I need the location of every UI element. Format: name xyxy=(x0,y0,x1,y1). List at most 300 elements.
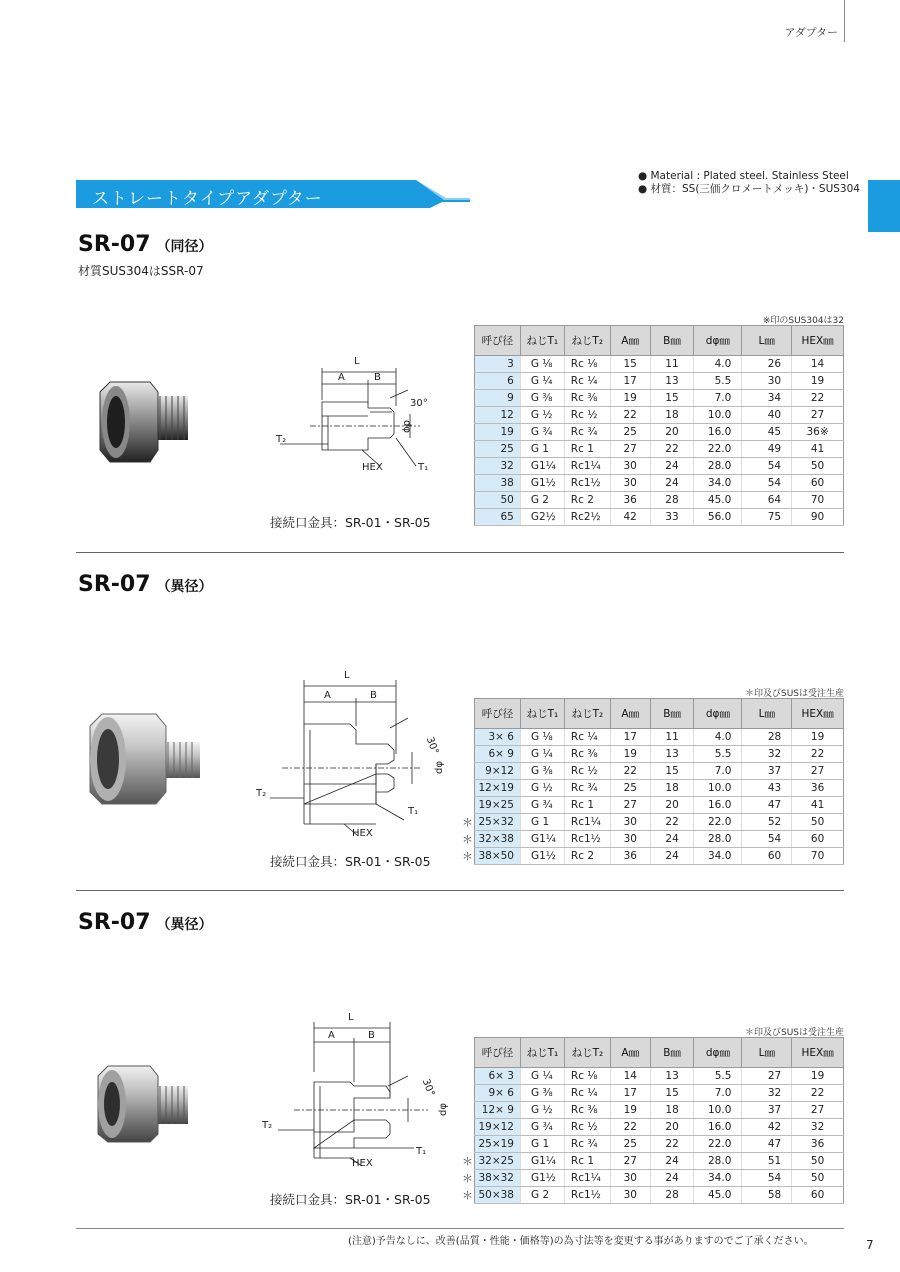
column-header: ねじT₁ xyxy=(520,1038,564,1068)
table-cell: Rc ⅜ xyxy=(564,390,610,407)
table-row xyxy=(475,848,844,865)
table-cell: 37 xyxy=(742,1102,792,1119)
dim-label-T2: T₂ xyxy=(262,1120,273,1131)
table-cell: 7.0 xyxy=(694,763,742,780)
table-note-1: ※印のSUS304は32 xyxy=(762,316,844,326)
header-divider xyxy=(844,0,845,42)
table-cell: 15 xyxy=(650,1085,694,1102)
table-cell: Rc1¼ xyxy=(564,458,610,475)
table-cell: 60 xyxy=(742,848,792,865)
table-cell: 33 xyxy=(650,509,694,526)
table-cell: 27 xyxy=(610,1153,650,1170)
section-divider-2 xyxy=(76,890,844,891)
dimension-diagram-3 xyxy=(258,1012,449,1176)
table-cell: 19 xyxy=(610,390,650,407)
table-cell: Rc1½ xyxy=(564,831,610,848)
connection-info-1: 接続口金具：SR-01・SR-05 xyxy=(270,515,431,530)
table-cell: 20 xyxy=(650,797,694,814)
table-cell: 4.0 xyxy=(694,729,742,746)
table-cell: 32×38 xyxy=(475,831,521,848)
table-cell: 43 xyxy=(742,780,792,797)
table-cell: 54 xyxy=(742,475,792,492)
header-category: アダプター xyxy=(784,26,838,39)
table-cell: Rc ½ xyxy=(564,1119,610,1136)
table-cell: 36※ xyxy=(792,424,844,441)
table-cell: 24 xyxy=(650,458,694,475)
section-title-model: SR-07 xyxy=(78,232,151,257)
dim-label-L: L xyxy=(354,356,360,367)
table-cell: 45.0 xyxy=(694,492,742,509)
connection-info-2: 接続口金具：SR-01・SR-05 xyxy=(270,854,431,869)
table-cell: 14 xyxy=(792,356,844,373)
table-row xyxy=(475,780,844,797)
material-info xyxy=(638,170,860,196)
table-cell: 45 xyxy=(742,424,792,441)
table-cell: Rc ¾ xyxy=(564,424,610,441)
table-cell: 37 xyxy=(742,763,792,780)
table-cell: 14 xyxy=(610,1068,650,1085)
table-cell: 3 xyxy=(475,356,521,373)
table-cell: 30 xyxy=(610,1170,650,1187)
table-cell: 27 xyxy=(792,407,844,424)
table-cell: 24 xyxy=(650,1153,694,1170)
table-cell: 20 xyxy=(650,424,694,441)
table-row xyxy=(475,1187,844,1204)
table-cell: 32×25 xyxy=(475,1153,521,1170)
table-cell: 28 xyxy=(650,1187,694,1204)
table-cell: 60 xyxy=(792,831,844,848)
table-cell: G ½ xyxy=(520,780,564,797)
table-cell: Rc ¼ xyxy=(564,1085,610,1102)
order-only-marker: ＊ xyxy=(462,850,473,863)
dim-label-d: dφ xyxy=(438,1103,449,1116)
table-row xyxy=(475,407,844,424)
table-cell: 24 xyxy=(650,848,694,865)
table-cell: 32 xyxy=(792,1119,844,1136)
dim-label-angle: 30° xyxy=(419,1077,437,1098)
column-header: HEX㎜ xyxy=(792,699,844,729)
table-cell: G ¾ xyxy=(520,797,564,814)
table-cell: 30 xyxy=(610,475,650,492)
table-cell: 50 xyxy=(792,1170,844,1187)
column-header: dφ㎜ xyxy=(694,326,742,356)
table-cell: G1¼ xyxy=(520,1153,564,1170)
table-cell: 47 xyxy=(742,1136,792,1153)
column-header: A㎜ xyxy=(610,1038,650,1068)
table-cell: 38×32 xyxy=(475,1170,521,1187)
table-cell: Rc2½ xyxy=(564,509,610,526)
table-cell: 19 xyxy=(610,1102,650,1119)
table-cell: 25×32 xyxy=(475,814,521,831)
table-cell: 19 xyxy=(792,729,844,746)
table-cell: 28.0 xyxy=(694,1153,742,1170)
table-cell: G 1 xyxy=(520,1136,564,1153)
table-cell: G ¼ xyxy=(520,373,564,390)
section-title-sub: （異径） xyxy=(156,579,213,595)
table-header-row xyxy=(475,699,844,729)
table-cell: 7.0 xyxy=(694,390,742,407)
section-title-model: SR-07 xyxy=(78,572,151,597)
table-cell: 22 xyxy=(792,390,844,407)
table-cell: 22 xyxy=(650,1136,694,1153)
table-row xyxy=(475,1153,844,1170)
table-cell: 30 xyxy=(610,831,650,848)
table-cell: Rc1½ xyxy=(564,475,610,492)
dim-label-A: A xyxy=(328,1030,335,1041)
connection-info-3: 接続口金具：SR-01・SR-05 xyxy=(270,1192,431,1207)
product-photo-2 xyxy=(84,712,204,806)
table-cell: 16.0 xyxy=(694,424,742,441)
product-photo-3 xyxy=(92,1064,192,1144)
table-cell: 65 xyxy=(475,509,521,526)
dim-label-T2: T₂ xyxy=(276,434,287,445)
table-cell: 49 xyxy=(742,441,792,458)
dim-label-B: B xyxy=(370,690,377,701)
table-cell: 13 xyxy=(650,373,694,390)
table-cell: 16.0 xyxy=(694,1119,742,1136)
dim-label-B: B xyxy=(374,372,381,383)
section-tab-marker xyxy=(868,180,900,232)
column-header: dφ㎜ xyxy=(694,699,742,729)
table-row xyxy=(475,797,844,814)
table-cell: 6 xyxy=(475,373,521,390)
table-cell: 50 xyxy=(792,458,844,475)
table-cell: 16.0 xyxy=(694,797,742,814)
table-cell: 50 xyxy=(792,814,844,831)
table-cell: G ¼ xyxy=(520,746,564,763)
table-cell: 10.0 xyxy=(694,780,742,797)
table-cell: 52 xyxy=(742,814,792,831)
dim-label-angle: 30° xyxy=(423,735,441,756)
table-row xyxy=(475,1102,844,1119)
table-cell: 50×38 xyxy=(475,1187,521,1204)
table-cell: 22 xyxy=(610,407,650,424)
table-cell: 25×19 xyxy=(475,1136,521,1153)
table-cell: G1¼ xyxy=(520,458,564,475)
table-cell: G ⅜ xyxy=(520,763,564,780)
table-cell: 27 xyxy=(792,763,844,780)
table-cell: 27 xyxy=(792,1102,844,1119)
table-cell: 6× 9 xyxy=(475,746,521,763)
table-cell: Rc ½ xyxy=(564,763,610,780)
table-cell: 7.0 xyxy=(694,1085,742,1102)
table-cell: 19 xyxy=(792,1068,844,1085)
dim-label-HEX: HEX xyxy=(362,462,383,473)
table-cell: 19×12 xyxy=(475,1119,521,1136)
table-header-row xyxy=(475,1038,844,1068)
dim-label-L: L xyxy=(344,670,350,681)
table-cell: Rc ⅛ xyxy=(564,1068,610,1085)
table-cell: 6× 3 xyxy=(475,1068,521,1085)
column-header: L㎜ xyxy=(742,1038,792,1068)
table-cell: 34 xyxy=(742,390,792,407)
spec-table-3 xyxy=(474,1037,844,1204)
column-header: 呼び径 xyxy=(475,1038,521,1068)
table-cell: 15 xyxy=(650,390,694,407)
column-header: 呼び径 xyxy=(475,326,521,356)
table-row xyxy=(475,746,844,763)
section-title-2 xyxy=(78,572,213,597)
table-cell: 30 xyxy=(610,1187,650,1204)
table-cell: G ¾ xyxy=(520,424,564,441)
table-cell: 41 xyxy=(792,441,844,458)
table-cell: Rc ¼ xyxy=(564,729,610,746)
table-cell: 54 xyxy=(742,831,792,848)
table-cell: 36 xyxy=(792,1136,844,1153)
table-cell: 36 xyxy=(610,848,650,865)
table-cell: 4.0 xyxy=(694,356,742,373)
table-cell: 32 xyxy=(475,458,521,475)
dim-label-T1: T₁ xyxy=(416,1146,427,1157)
table-cell: 34.0 xyxy=(694,475,742,492)
column-header: ねじT₂ xyxy=(564,699,610,729)
table-cell: 25 xyxy=(475,441,521,458)
footer-divider xyxy=(76,1228,844,1229)
table-cell: 70 xyxy=(792,492,844,509)
table-cell: Rc ⅜ xyxy=(564,1102,610,1119)
table-cell: G1½ xyxy=(520,1170,564,1187)
table-cell: 30 xyxy=(610,814,650,831)
table-cell: 36 xyxy=(610,492,650,509)
column-header: dφ㎜ xyxy=(694,1038,742,1068)
table-cell: 5.5 xyxy=(694,746,742,763)
table-cell: 5.5 xyxy=(694,373,742,390)
table-cell: 18 xyxy=(650,407,694,424)
table-cell: 25 xyxy=(610,1136,650,1153)
table-cell: 9×12 xyxy=(475,763,521,780)
table-cell: 64 xyxy=(742,492,792,509)
table-cell: 20 xyxy=(650,1119,694,1136)
dim-label-angle: 30° xyxy=(410,398,428,409)
column-header: ねじT₂ xyxy=(564,326,610,356)
table-cell: G ¾ xyxy=(520,1119,564,1136)
order-only-marker: ＊ xyxy=(462,816,473,829)
dimension-diagram-1 xyxy=(270,354,440,478)
column-header: HEX㎜ xyxy=(792,326,844,356)
column-header: ねじT₁ xyxy=(520,326,564,356)
table-cell: Rc1¼ xyxy=(564,814,610,831)
table-cell: G 1 xyxy=(520,441,564,458)
table-cell: Rc 2 xyxy=(564,492,610,509)
table-cell: 47 xyxy=(742,797,792,814)
table-cell: 19×25 xyxy=(475,797,521,814)
table-cell: G2½ xyxy=(520,509,564,526)
table-cell: 22 xyxy=(792,1085,844,1102)
table-cell: 17 xyxy=(610,1085,650,1102)
table-cell: 19 xyxy=(475,424,521,441)
dim-label-L: L xyxy=(348,1012,354,1023)
spec-table-1 xyxy=(474,325,844,526)
table-cell: 45.0 xyxy=(694,1187,742,1204)
order-only-marker: ＊ xyxy=(462,1189,473,1202)
table-cell: 34.0 xyxy=(694,848,742,865)
dim-label-B: B xyxy=(368,1030,375,1041)
section-title-3 xyxy=(78,910,213,935)
table-cell: 54 xyxy=(742,458,792,475)
dim-label-T1: T₁ xyxy=(408,806,419,817)
table-cell: 28.0 xyxy=(694,831,742,848)
table-cell: 19 xyxy=(792,373,844,390)
table-cell: 13 xyxy=(650,746,694,763)
table-cell: 17 xyxy=(610,729,650,746)
table-cell: 32 xyxy=(742,746,792,763)
table-row xyxy=(475,356,844,373)
dim-label-A: A xyxy=(338,372,345,383)
table-cell: 27 xyxy=(742,1068,792,1085)
column-header: L㎜ xyxy=(742,326,792,356)
table-cell: 36 xyxy=(792,780,844,797)
table-cell: G 1 xyxy=(520,814,564,831)
table-cell: 15 xyxy=(650,763,694,780)
column-header: A㎜ xyxy=(610,699,650,729)
table-row xyxy=(475,509,844,526)
table-row xyxy=(475,475,844,492)
table-cell: 11 xyxy=(650,356,694,373)
table-row xyxy=(475,729,844,746)
table-cell: 12× 9 xyxy=(475,1102,521,1119)
table-cell: G ⅜ xyxy=(520,390,564,407)
table-cell: 60 xyxy=(792,475,844,492)
table-cell: G ½ xyxy=(520,407,564,424)
table-cell: 70 xyxy=(792,848,844,865)
column-header: ねじT₁ xyxy=(520,699,564,729)
dimension-diagram-2 xyxy=(252,664,445,842)
table-cell: 18 xyxy=(650,780,694,797)
section-material-note: 材質SUS304はSSR-07 xyxy=(78,264,204,278)
table-note-2: ＊印及びSUSは受注生産 xyxy=(744,689,844,699)
order-only-marker: ＊ xyxy=(462,1172,473,1185)
table-cell: 22.0 xyxy=(694,441,742,458)
table-cell: 25 xyxy=(610,780,650,797)
column-header: L㎜ xyxy=(742,699,792,729)
table-cell: 25 xyxy=(610,424,650,441)
table-cell: 32 xyxy=(742,1085,792,1102)
table-cell: 58 xyxy=(742,1187,792,1204)
column-header: ねじT₂ xyxy=(564,1038,610,1068)
dim-label-A: A xyxy=(324,690,331,701)
table-cell: 19 xyxy=(610,746,650,763)
table-cell: G1½ xyxy=(520,475,564,492)
table-cell: Rc 1 xyxy=(564,797,610,814)
table-cell: 54 xyxy=(742,1170,792,1187)
table-cell: Rc 1 xyxy=(564,441,610,458)
table-cell: 42 xyxy=(610,509,650,526)
page-number: 7 xyxy=(866,1238,874,1252)
table-cell: 40 xyxy=(742,407,792,424)
dim-label-HEX: HEX xyxy=(352,1158,373,1169)
table-cell: 9× 6 xyxy=(475,1085,521,1102)
table-row xyxy=(475,492,844,509)
footer-notice: (注意)予告なしに、改善(品質・性能・価格等)の為寸法等を変更する事がありますのでご了承ください。 xyxy=(348,1236,814,1247)
table-cell: 51 xyxy=(742,1153,792,1170)
table-cell: 9 xyxy=(475,390,521,407)
column-header: 呼び径 xyxy=(475,699,521,729)
material-en: ● Material : Plated steel. Stainless Steel xyxy=(638,170,849,182)
table-cell: Rc1¼ xyxy=(564,1170,610,1187)
dim-label-HEX: HEX xyxy=(352,828,373,839)
column-header: B㎜ xyxy=(650,1038,694,1068)
table-cell: 28 xyxy=(742,729,792,746)
section-divider-1 xyxy=(76,552,844,553)
table-cell: 50 xyxy=(475,492,521,509)
table-row xyxy=(475,1085,844,1102)
order-only-marker: ＊ xyxy=(462,1155,473,1168)
column-header: HEX㎜ xyxy=(792,1038,844,1068)
material-jp: ● 材質：SS(三価クロメートメッキ)・SUS304 xyxy=(638,183,860,195)
table-row xyxy=(475,831,844,848)
table-cell: 15 xyxy=(610,356,650,373)
table-cell: 5.5 xyxy=(694,1068,742,1085)
table-row xyxy=(475,441,844,458)
table-cell: Rc ⅜ xyxy=(564,746,610,763)
table-cell: 24 xyxy=(650,475,694,492)
product-photo-1 xyxy=(96,378,192,464)
table-row xyxy=(475,814,844,831)
table-cell: 60 xyxy=(792,1187,844,1204)
section-title-sub: （同径） xyxy=(156,239,213,255)
table-cell: Rc 1 xyxy=(564,1153,610,1170)
section-title-sub: （異径） xyxy=(156,917,213,933)
table-cell: Rc ¾ xyxy=(564,780,610,797)
table-row xyxy=(475,1136,844,1153)
table-cell: Rc1½ xyxy=(564,1187,610,1204)
column-header: B㎜ xyxy=(650,699,694,729)
table-cell: G ⅜ xyxy=(520,1085,564,1102)
table-cell: G1½ xyxy=(520,848,564,865)
table-cell: 34.0 xyxy=(694,1170,742,1187)
table-cell: 26 xyxy=(742,356,792,373)
table-cell: Rc 2 xyxy=(564,848,610,865)
table-cell: 22.0 xyxy=(694,1136,742,1153)
table-cell: 41 xyxy=(792,797,844,814)
table-cell: 28 xyxy=(650,492,694,509)
table-cell: 18 xyxy=(650,1102,694,1119)
table-cell: G 2 xyxy=(520,492,564,509)
banner-title: ストレートタイプアダプター xyxy=(92,189,323,209)
table-row xyxy=(475,1170,844,1187)
table-cell: G ¼ xyxy=(520,1068,564,1085)
table-row xyxy=(475,458,844,475)
dim-label-T1: T₁ xyxy=(418,462,429,473)
table-cell: 24 xyxy=(650,831,694,848)
table-row xyxy=(475,373,844,390)
table-cell: Rc ¼ xyxy=(564,373,610,390)
table-cell: 24 xyxy=(650,1170,694,1187)
table-cell: 10.0 xyxy=(694,1102,742,1119)
table-cell: G ⅛ xyxy=(520,356,564,373)
table-cell: Rc ½ xyxy=(564,407,610,424)
table-cell: 56.0 xyxy=(694,509,742,526)
table-cell: 30 xyxy=(742,373,792,390)
table-cell: 22 xyxy=(650,441,694,458)
table-cell: 22 xyxy=(610,1119,650,1136)
table-cell: 17 xyxy=(610,373,650,390)
column-header: A㎜ xyxy=(610,326,650,356)
table-cell: 27 xyxy=(610,797,650,814)
table-row xyxy=(475,763,844,780)
table-row xyxy=(475,1119,844,1136)
table-cell: G 2 xyxy=(520,1187,564,1204)
table-row xyxy=(475,1068,844,1085)
section-title-model: SR-07 xyxy=(78,910,151,935)
table-cell: 90 xyxy=(792,509,844,526)
column-header: B㎜ xyxy=(650,326,694,356)
table-cell: G ⅛ xyxy=(520,729,564,746)
dim-label-d: dφ xyxy=(401,420,412,433)
table-cell: G ½ xyxy=(520,1102,564,1119)
table-cell: 38 xyxy=(475,475,521,492)
table-note-3: ＊印及びSUSは受注生産 xyxy=(744,1028,844,1038)
